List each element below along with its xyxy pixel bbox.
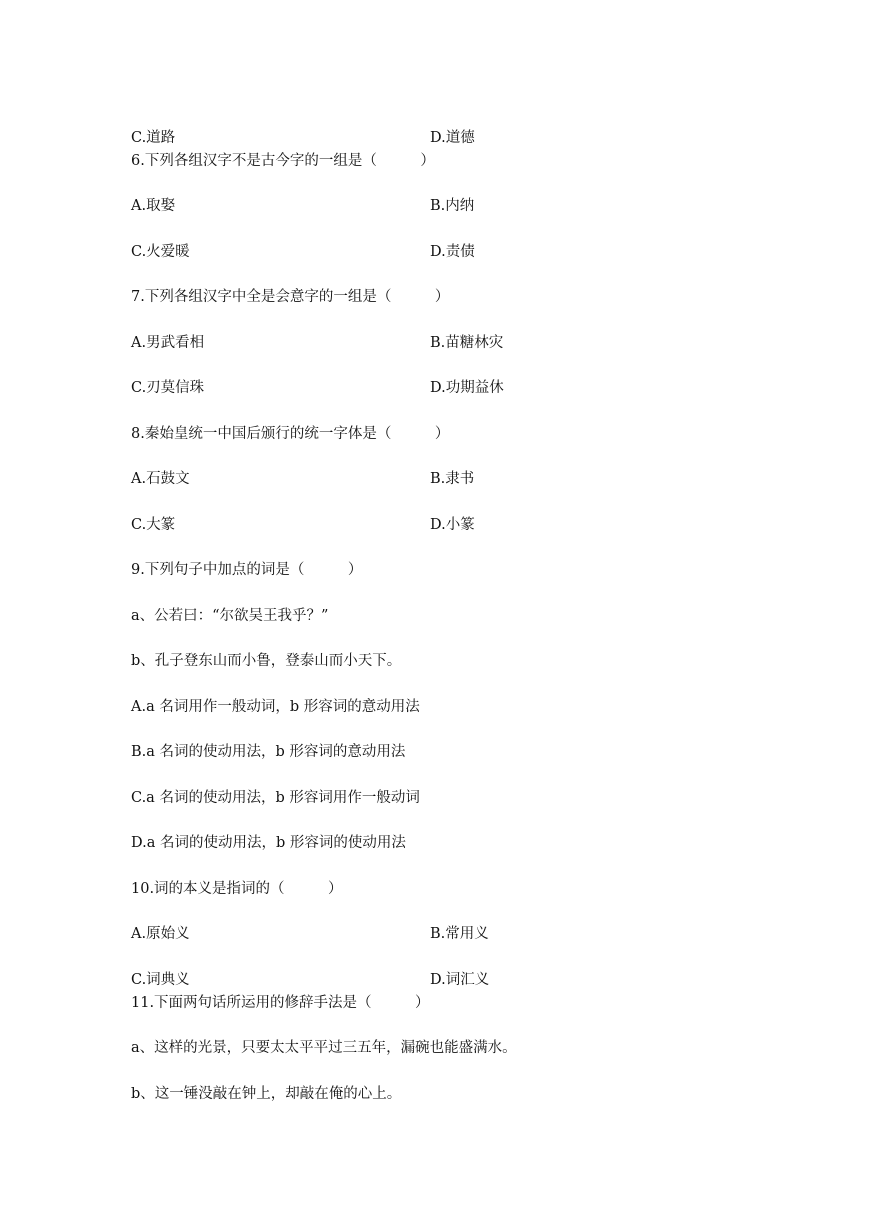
- q9-option-c: C.a 名词的使动用法，b 形容词用作一般动词: [131, 790, 420, 806]
- q9-sentence-a: a、公若曰：“尔欲吴王我乎？”: [131, 608, 329, 624]
- q11-sentence-b: b、这一锤没敲在钟上，却敲在俺的心上。: [131, 1086, 402, 1102]
- q8-option-d: D.小篆: [430, 517, 475, 533]
- q7-option-b: B.苗糖林灾: [430, 335, 504, 351]
- q7-option-c: C.刃莫信珠: [131, 380, 205, 396]
- q6-stem: 6.下列各组汉字不是古今字的一组是（ ）: [131, 153, 435, 169]
- q9-sentence-b: b、孔子登东山而小鲁，登泰山而小天下。: [131, 653, 402, 669]
- q8-option-b: B.隶书: [430, 471, 475, 487]
- q10-option-a: A.原始义: [131, 926, 190, 942]
- q5-option-d: D.道德: [430, 130, 475, 146]
- q6-option-a: A.取娶: [131, 198, 176, 214]
- q10-option-d: D.词汇义: [430, 972, 490, 988]
- q6-option-c: C.火爱暖: [131, 244, 190, 260]
- q9-option-d: D.a 名词的使动用法，b 形容词的使动用法: [131, 835, 406, 851]
- q10-option-b: B.常用义: [430, 926, 489, 942]
- q7-stem: 7.下列各组汉字中全是会意字的一组是（ ）: [131, 289, 450, 305]
- q6-option-d: D.责债: [430, 244, 475, 260]
- q8-stem: 8.秦始皇统一中国后颁行的统一字体是（ ）: [131, 426, 450, 442]
- q6-option-b: B.内纳: [430, 198, 475, 214]
- q8-option-a: A.石鼓文: [131, 471, 190, 487]
- q5-option-c: C.道路: [131, 130, 176, 146]
- q11-sentence-a: a、这样的光景，只要太太平平过三五年，漏碗也能盛满水。: [131, 1040, 517, 1056]
- q9-stem: 9.下列句子中加点的词是（ ）: [131, 562, 363, 578]
- q8-option-c: C.大篆: [131, 517, 176, 533]
- q11-stem: 11.下面两句话所运用的修辞手法是（ ）: [131, 995, 430, 1011]
- q9-option-a: A.a 名词用作一般动词，b 形容词的意动用法: [131, 699, 420, 715]
- q10-option-c: C.词典义: [131, 972, 190, 988]
- q10-stem: 10.词的本义是指词的（ ）: [131, 881, 343, 897]
- q9-option-b: B.a 名词的使动用法，b 形容词的意动用法: [131, 744, 406, 760]
- q7-option-d: D.功期益休: [430, 380, 504, 396]
- q7-option-a: A.男武看相: [131, 335, 205, 351]
